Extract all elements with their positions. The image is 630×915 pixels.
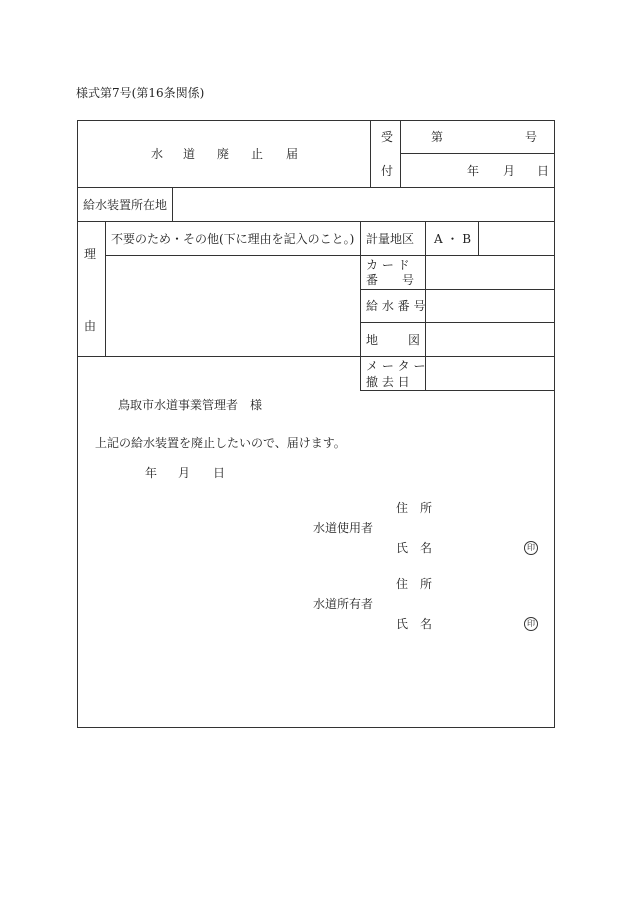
map-field[interactable] <box>427 324 552 354</box>
reason-label-top: 理 <box>84 247 97 261</box>
receipt-mid-line <box>400 153 555 154</box>
side-line-1 <box>360 255 555 256</box>
frame-right <box>554 120 555 728</box>
user-address-label-right: 所 <box>420 501 433 515</box>
reason-label-bottom: 由 <box>84 319 97 333</box>
title-char-2: 道 <box>183 147 196 161</box>
receipt-number-prefix: 第 <box>431 130 444 144</box>
side-fields-divider <box>360 221 361 391</box>
supply-number-field[interactable] <box>427 291 552 320</box>
frame-top <box>77 120 555 121</box>
user-name-label-left: 氏 <box>396 541 409 555</box>
meter-area-label: 計量地区 <box>366 232 415 246</box>
frame-bottom <box>77 727 555 728</box>
water-user-role: 水道使用者 <box>313 521 374 535</box>
reason-label-divider <box>105 221 106 356</box>
user-name-label-right: 名 <box>420 541 433 555</box>
location-bottom-line <box>77 221 555 222</box>
letter-date-month: 月 <box>178 466 191 480</box>
reason-bottom-line <box>77 356 555 357</box>
owner-name-label-left: 氏 <box>396 617 409 631</box>
meter-removal-label-line1: メ ー タ ー <box>366 359 426 373</box>
card-label-line1: カ ー ド <box>366 258 410 272</box>
supply-number-label: 給 水 番 号 <box>366 299 426 313</box>
meter-removal-label-line2: 撤 去 日 <box>366 375 410 389</box>
water-owner-role: 水道所有者 <box>313 597 374 611</box>
receipt-date-month: 月 <box>503 164 516 178</box>
receipt-number-suffix: 号 <box>525 130 538 144</box>
title-char-3: 廃 <box>217 147 230 161</box>
reason-text-line <box>105 255 361 256</box>
form-number: 様式第7号(第16条関係) <box>76 86 205 100</box>
receipt-bottom-label: 付 <box>381 164 394 178</box>
frame-left <box>77 120 78 728</box>
title-char-5: 届 <box>286 147 299 161</box>
card-number-field[interactable] <box>427 257 552 287</box>
owner-address-label-left: 住 <box>396 577 409 591</box>
meter-removal-date-field[interactable] <box>427 358 552 388</box>
title-char-1: 水 <box>151 147 164 161</box>
map-label-right: 図 <box>408 333 421 347</box>
card-label-line2: 番 号 <box>366 273 415 287</box>
letter-body: 上記の給水装置を廃止したいので、届けます。 <box>95 436 346 450</box>
meter-area-value[interactable]: A ・ B <box>434 232 472 246</box>
location-label: 給水装置所在地 <box>83 198 168 212</box>
meter-area-divider <box>478 221 479 255</box>
side-line-3 <box>360 322 555 323</box>
owner-seal-icon: 印 <box>524 617 538 631</box>
receipt-top-label: 受 <box>381 130 394 144</box>
location-divider <box>172 187 173 221</box>
header-divider <box>370 120 371 187</box>
letter-date-year: 年 <box>145 466 158 480</box>
header-bottom-line <box>77 187 555 188</box>
owner-name-label-right: 名 <box>420 617 433 631</box>
map-label-left: 地 <box>366 333 379 347</box>
location-field[interactable] <box>174 189 552 219</box>
receipt-date-year: 年 <box>467 164 480 178</box>
receipt-date-day: 日 <box>537 164 550 178</box>
user-seal-icon: 印 <box>524 541 538 555</box>
meter-removal-bottom-line <box>360 390 555 391</box>
letter-date-day: 日 <box>213 466 226 480</box>
side-line-2 <box>360 289 555 290</box>
title-char-4: 止 <box>251 147 264 161</box>
reason-text: 不要のため・その他(下に理由を記入のこと。) <box>111 232 355 246</box>
addressee: 鳥取市水道事業管理者 様 <box>118 398 263 412</box>
user-address-label-left: 住 <box>396 501 409 515</box>
reason-field[interactable] <box>107 257 358 354</box>
owner-address-label-right: 所 <box>420 577 433 591</box>
